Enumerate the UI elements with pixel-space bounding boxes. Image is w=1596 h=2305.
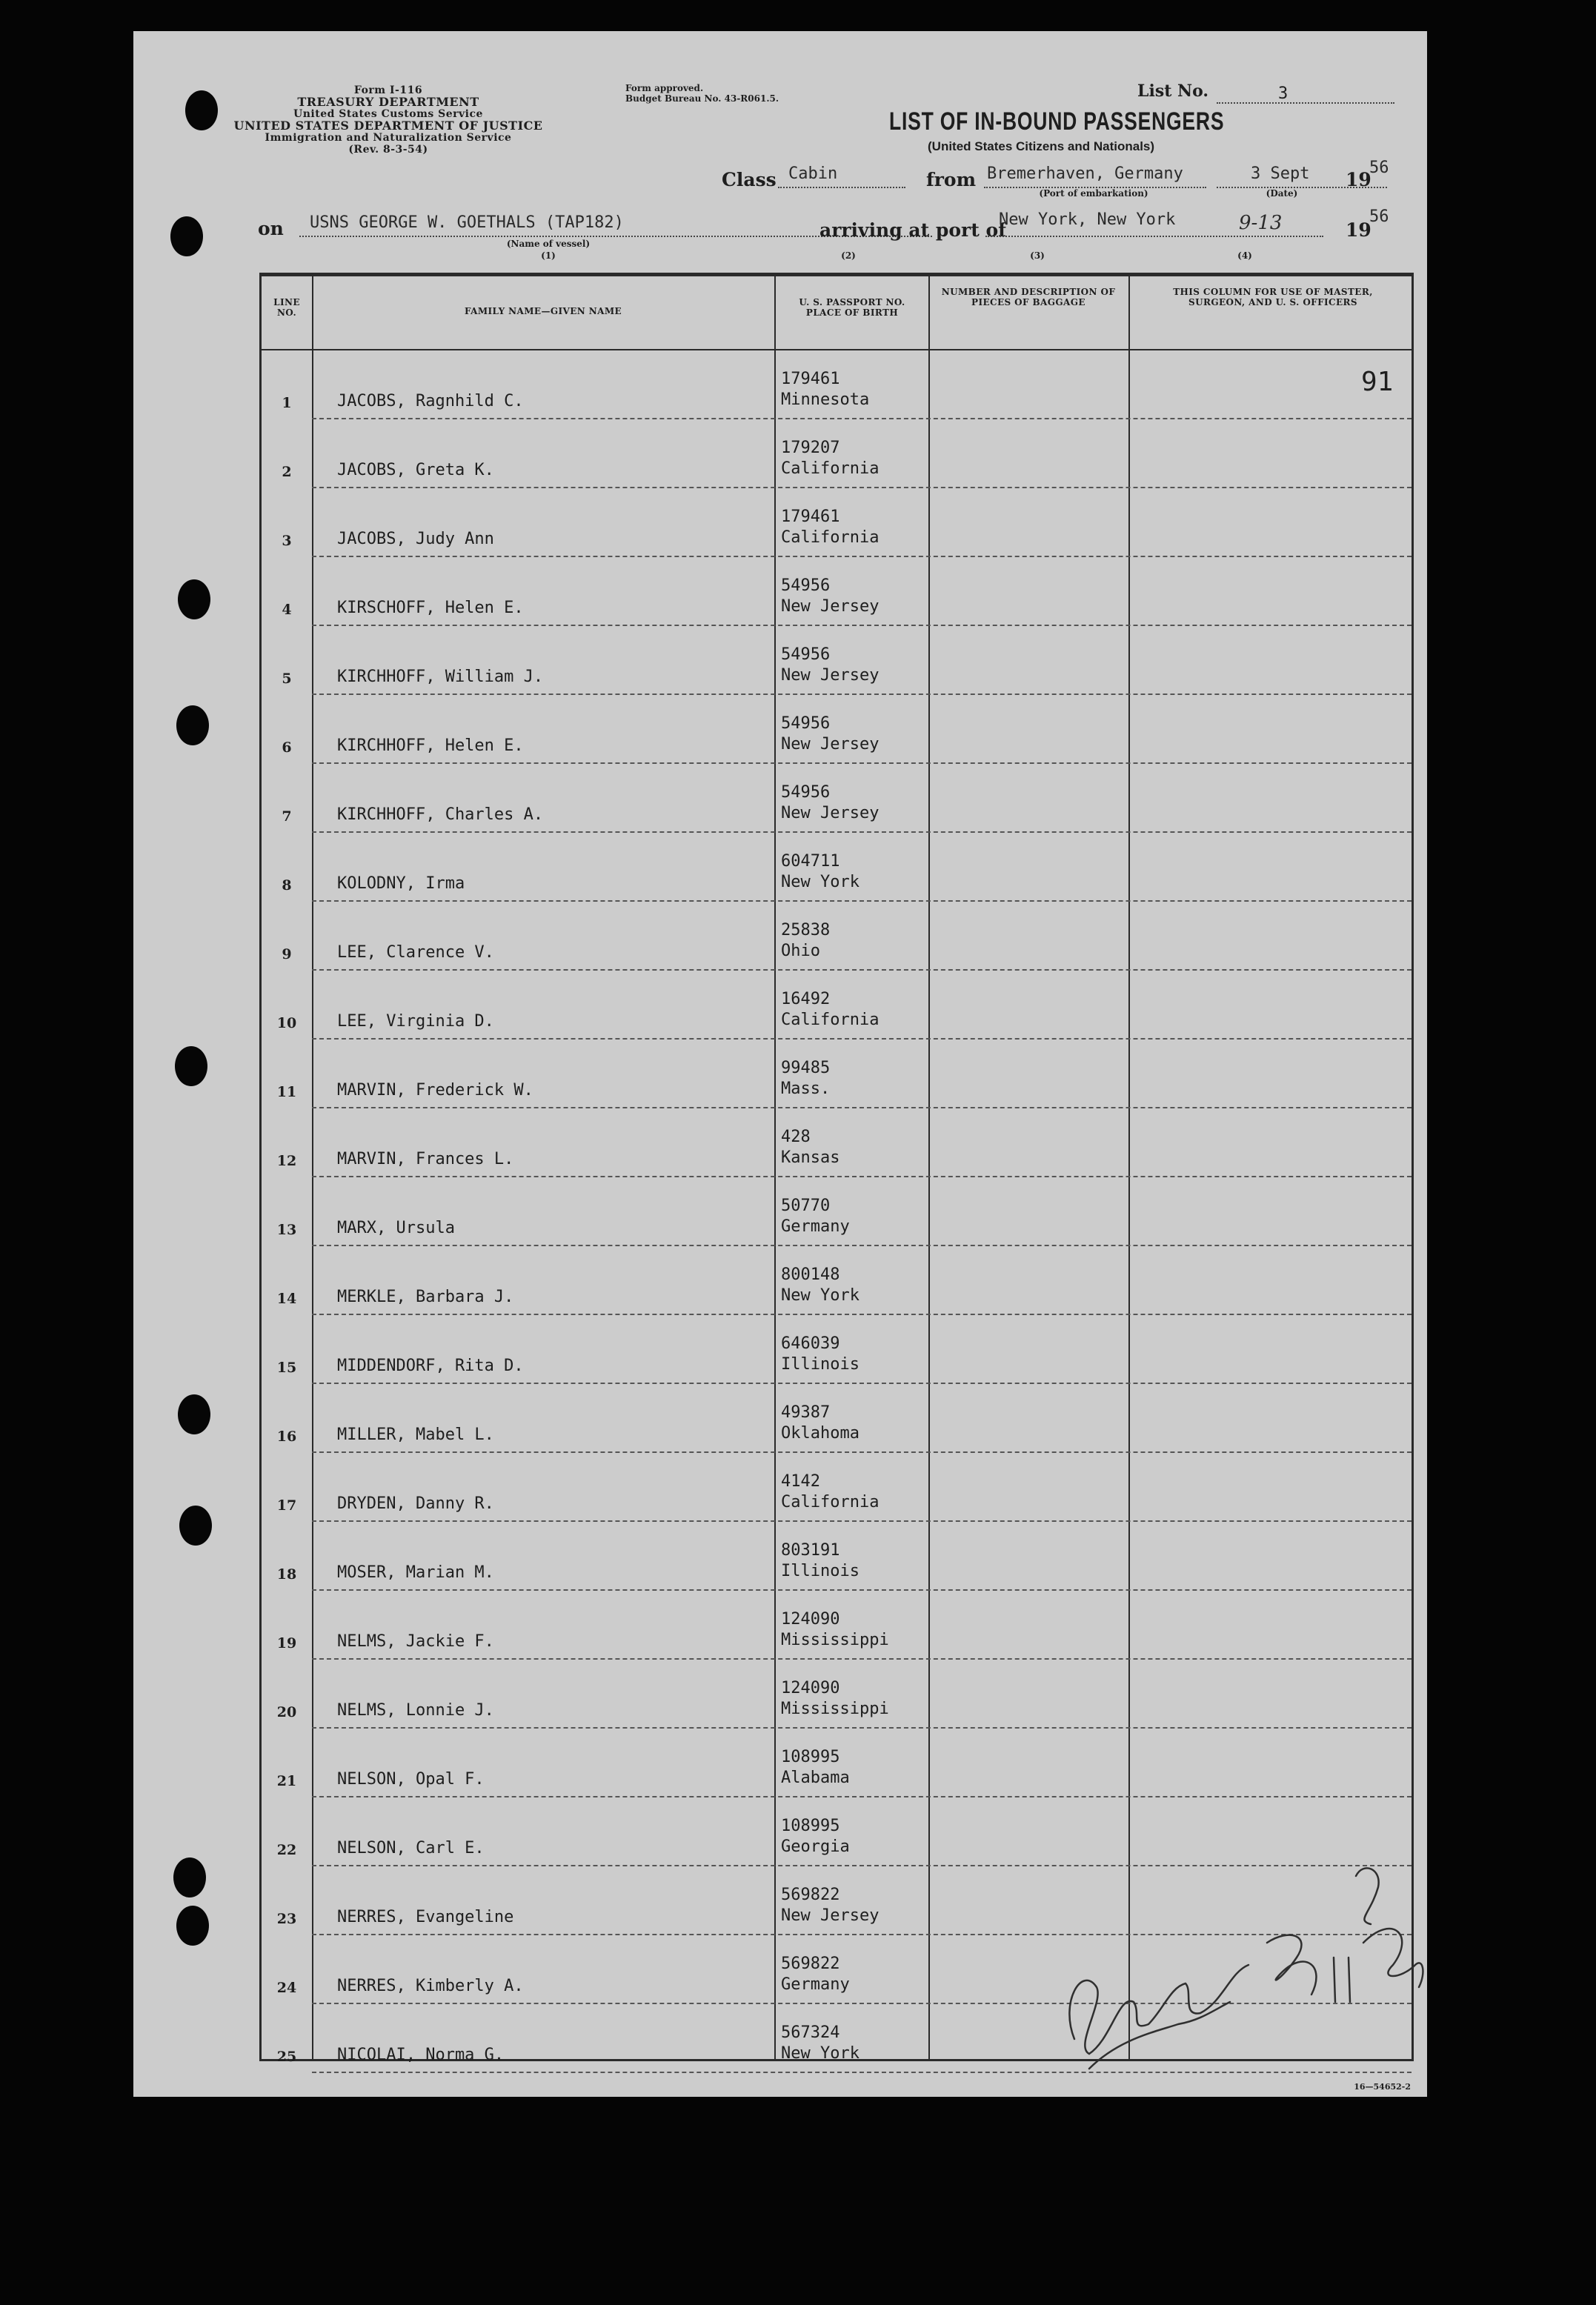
- table-row: [262, 1315, 1412, 1384]
- place-of-birth: California: [781, 1011, 880, 1029]
- passport-number: 646039: [781, 1334, 840, 1353]
- place-of-birth: Mississippi: [781, 1631, 889, 1649]
- header-name: FAMILY NAME—GIVEN NAME: [464, 306, 622, 316]
- col-caption-1: (1): [541, 250, 556, 261]
- place-of-birth: Illinois: [781, 1562, 859, 1580]
- ins-service: Immigration and Naturalization Service: [265, 132, 512, 144]
- place-of-birth: California: [781, 528, 880, 547]
- passport-number: 50770: [781, 1197, 831, 1215]
- line-number: 4: [282, 602, 292, 618]
- list-no-value: 3: [1278, 84, 1289, 103]
- passport-number: 569822: [781, 1955, 840, 1973]
- table-row: [262, 350, 1412, 419]
- table-row: [262, 764, 1412, 833]
- punch-hole: [178, 579, 210, 619]
- class-line: [778, 187, 905, 188]
- place-of-birth: Germany: [781, 1217, 850, 1236]
- table-row: [262, 1384, 1412, 1453]
- place-of-birth: California: [781, 1493, 880, 1511]
- place-of-birth: New York: [781, 2044, 859, 2063]
- header-officers: THIS COLUMN FOR USE OF MASTER, SURGEON, AND U. S. OFFICERS: [1173, 287, 1373, 307]
- table-row: [262, 1591, 1412, 1660]
- line-number: 9: [282, 946, 292, 962]
- justice-dept: UNITED STATES DEPARTMENT OF JUSTICE: [233, 119, 543, 133]
- place-of-birth: California: [781, 459, 880, 478]
- passport-number: 567324: [781, 2023, 840, 2042]
- passenger-name: MIDDENDORF, Rita D.: [337, 1357, 524, 1375]
- passport-number: 800148: [781, 1265, 840, 1284]
- line-number: 10: [276, 1015, 297, 1031]
- place-of-birth: New Jersey: [781, 666, 880, 685]
- line-number: 2: [282, 464, 292, 480]
- line-number: 1: [282, 395, 292, 411]
- col-caption-2: (2): [841, 250, 856, 261]
- line-number: 8: [282, 877, 292, 894]
- passenger-name: MARX, Ursula: [337, 1219, 455, 1237]
- header-line-no: LINE NO.: [273, 297, 300, 318]
- place-of-birth: New York: [781, 873, 859, 891]
- budget-note: [625, 83, 779, 104]
- place-of-birth: Germany: [781, 1975, 850, 1994]
- passenger-name: MARVIN, Frederick W.: [337, 1081, 533, 1100]
- line-number: 11: [276, 1084, 297, 1100]
- punch-hole: [170, 216, 203, 256]
- passport-number: 25838: [781, 921, 831, 939]
- line-number: 5: [282, 671, 292, 687]
- place-of-birth: Georgia: [781, 1837, 850, 1856]
- col-caption-4: (4): [1237, 250, 1252, 261]
- form-approved: Form approved.: [625, 83, 704, 93]
- header-baggage: NUMBER AND DESCRIPTION OF PIECES OF BAGGAGE: [941, 287, 1116, 307]
- punch-hole: [176, 1906, 209, 1946]
- place-of-birth: Mississippi: [781, 1700, 889, 1718]
- line-number: 15: [276, 1360, 297, 1376]
- budget-number: Budget Bureau No. 43-R061.5.: [625, 93, 779, 104]
- passenger-name: NERRES, Kimberly A.: [337, 1977, 524, 1995]
- form-number: Form I-116: [353, 84, 423, 96]
- place-of-birth: Minnesota: [781, 390, 870, 409]
- punch-hole: [173, 1857, 206, 1897]
- line-number: 22: [276, 1842, 297, 1858]
- line-number: 18: [276, 1566, 297, 1583]
- passport-number: 569822: [781, 1886, 840, 1904]
- list-no-label: List No.: [1137, 82, 1209, 101]
- place-of-birth: Illinois: [781, 1355, 859, 1374]
- arrival-year: 56: [1369, 207, 1389, 226]
- passenger-name: JACOBS, Ragnhild C.: [337, 392, 524, 410]
- arrival-port: New York, New York: [999, 210, 1176, 229]
- place-of-birth: New Jersey: [781, 735, 880, 754]
- passport-number: 99485: [781, 1059, 831, 1077]
- punch-hole: [178, 1394, 210, 1434]
- place-of-birth: Ohio: [781, 942, 820, 960]
- passport-number: 54956: [781, 645, 831, 664]
- passport-number: 179207: [781, 439, 840, 457]
- passenger-name: LEE, Virginia D.: [337, 1012, 494, 1031]
- date-caption: (Date): [1266, 188, 1298, 199]
- passenger-name: KIRCHHOFF, Charles A.: [337, 805, 544, 824]
- passenger-name: KIRCHHOFF, Helen E.: [337, 736, 524, 755]
- table-row: [262, 419, 1412, 488]
- passenger-name: KIRCHHOFF, William J.: [337, 668, 544, 686]
- passport-number: 179461: [781, 370, 840, 388]
- form-code: 16—54652-2: [1354, 2082, 1411, 2092]
- year-prefix: 19: [1346, 169, 1371, 190]
- from-label: from: [926, 169, 977, 190]
- passport-number: 54956: [781, 783, 831, 802]
- place-of-birth: New Jersey: [781, 1906, 880, 1925]
- table-row: [262, 1108, 1412, 1177]
- passport-number: 49387: [781, 1403, 831, 1422]
- passenger-name: KIRSCHOFF, Helen E.: [337, 599, 524, 617]
- revision-date: (Rev. 8-3-54): [348, 144, 428, 156]
- agency-header: [203, 84, 573, 156]
- passport-number: 4142: [781, 1472, 820, 1491]
- line-number: 6: [282, 739, 292, 756]
- passport-number: 124090: [781, 1679, 840, 1697]
- passport-number: 54956: [781, 714, 831, 733]
- table-row: [262, 626, 1412, 695]
- passport-number: 108995: [781, 1748, 840, 1766]
- passenger-name: KOLODNY, Irma: [337, 874, 465, 893]
- line-number: 3: [282, 533, 292, 549]
- embark-port: Bremerhaven, Germany: [987, 164, 1183, 183]
- class-label: Class: [722, 169, 777, 190]
- punch-hole: [179, 1506, 212, 1546]
- page-subtitle: (United States Citizens and Nationals): [928, 139, 1155, 153]
- passport-number: 16492: [781, 990, 831, 1008]
- arrival-year-prefix: 19: [1346, 219, 1371, 241]
- table-row: [262, 695, 1412, 764]
- line-number: 14: [276, 1291, 297, 1307]
- page-title: LIST OF IN-BOUND PASSENGERS: [889, 107, 1225, 136]
- arrival-date: 9-13: [1239, 212, 1283, 234]
- passenger-name: NELSON, Carl E.: [337, 1839, 485, 1857]
- place-of-birth: Alabama: [781, 1769, 850, 1787]
- passenger-name: MILLER, Mabel L.: [337, 1426, 494, 1444]
- passenger-name: NERRES, Evangeline: [337, 1908, 514, 1926]
- punch-hole: [175, 1046, 207, 1086]
- passenger-name: LEE, Clarence V.: [337, 943, 494, 962]
- list-no-line: [1217, 102, 1394, 104]
- table-row: [262, 1660, 1412, 1729]
- line-number: 24: [276, 1980, 297, 1996]
- table-row: [262, 1040, 1412, 1108]
- line-number: 20: [276, 1704, 297, 1720]
- passenger-name: MARVIN, Frances L.: [337, 1150, 514, 1168]
- passport-number: 124090: [781, 1610, 840, 1629]
- passenger-name: NELMS, Lonnie J.: [337, 1701, 494, 1720]
- treasury-dept: TREASURY DEPARTMENT: [297, 95, 479, 109]
- class-value: Cabin: [788, 164, 838, 183]
- arriving-label: arriving at port of: [819, 219, 1006, 241]
- table-row: [262, 1453, 1412, 1522]
- officer-note: 91: [1361, 367, 1394, 397]
- place-of-birth: Kansas: [781, 1148, 840, 1167]
- passenger-name: NICOLAI, Norma G.: [337, 2046, 505, 2064]
- line-number: 25: [276, 2049, 297, 2065]
- passport-number: 108995: [781, 1817, 840, 1835]
- passport-number: 428: [781, 1128, 811, 1146]
- punch-hole: [176, 705, 209, 745]
- place-of-birth: New Jersey: [781, 804, 880, 822]
- table-row: [262, 971, 1412, 1040]
- place-of-birth: Mass.: [781, 1080, 831, 1098]
- table-row: [262, 902, 1412, 971]
- table-row: [262, 1177, 1412, 1246]
- line-number: 12: [276, 1153, 297, 1169]
- table-row: [262, 833, 1412, 902]
- passenger-name: JACOBS, Judy Ann: [337, 530, 494, 548]
- line-number: 19: [276, 1635, 297, 1652]
- passport-number: 179461: [781, 508, 840, 526]
- table-row: [262, 488, 1412, 557]
- line-number: 17: [276, 1497, 297, 1514]
- passport-number: 604711: [781, 852, 840, 871]
- passenger-name: NELMS, Jackie F.: [337, 1632, 494, 1651]
- passenger-table: [259, 273, 1414, 2065]
- table-row: [262, 1246, 1412, 1315]
- line-number: 16: [276, 1428, 297, 1445]
- line-number: 23: [276, 1911, 297, 1927]
- customs-service: United States Customs Service: [293, 108, 483, 120]
- passenger-name: MOSER, Marian M.: [337, 1563, 494, 1582]
- on-label: on: [258, 218, 284, 239]
- vessel-caption: (Name of vessel): [506, 239, 591, 249]
- place-of-birth: Oklahoma: [781, 1424, 859, 1443]
- passport-number: 54956: [781, 576, 831, 595]
- col-caption-3: (3): [1030, 250, 1045, 261]
- embark-year: 56: [1369, 159, 1389, 177]
- line-number: 21: [276, 1773, 297, 1789]
- line-number: 13: [276, 1222, 297, 1238]
- passenger-name: NELSON, Opal F.: [337, 1770, 485, 1789]
- passenger-name: JACOBS, Greta K.: [337, 461, 494, 479]
- handwritten-signature: [1045, 1854, 1430, 2076]
- table-row: [262, 1729, 1412, 1797]
- passenger-name: MERKLE, Barbara J.: [337, 1288, 514, 1306]
- table-row: [262, 1522, 1412, 1591]
- place-of-birth: New York: [781, 1286, 859, 1305]
- line-number: 7: [282, 808, 292, 825]
- arrival-port-line: [985, 236, 1323, 237]
- header-passport: U. S. PASSPORT NO. PLACE OF BIRTH: [799, 297, 905, 318]
- place-of-birth: New Jersey: [781, 597, 880, 616]
- passport-number: 803191: [781, 1541, 840, 1560]
- table-row: [262, 557, 1412, 626]
- passenger-name: DRYDEN, Danny R.: [337, 1494, 494, 1513]
- manifest-page: [133, 31, 1427, 2097]
- port-caption: (Port of embarkation): [1039, 188, 1148, 199]
- embark-date: 3 Sept: [1251, 164, 1310, 183]
- vessel-name: USNS GEORGE W. GOETHALS (TAP182): [310, 213, 624, 232]
